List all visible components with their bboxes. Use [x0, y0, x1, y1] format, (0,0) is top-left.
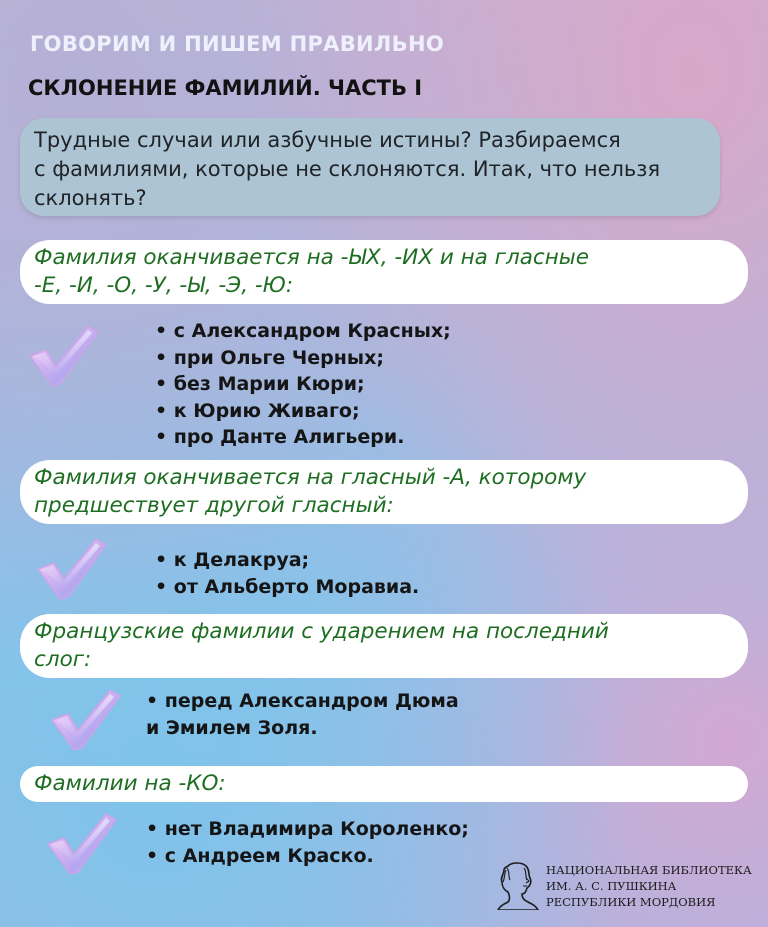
- rule-line: Фамилия оканчивается на -ЫХ, -ИХ и на гласные: [34, 245, 589, 270]
- list-item: • нет Владимира Короленко;: [146, 816, 469, 843]
- rule-line: Французские фамилии с ударением на последний: [34, 619, 609, 644]
- rule-line: -Е, -И, -О, -У, -Ы, -Э, -Ю:: [34, 273, 294, 298]
- logo-line: РЕСПУБЛИКИ МОРДОВИЯ: [546, 895, 716, 909]
- library-logo: [494, 860, 752, 912]
- page-title: СКЛОНЕНИЕ ФАМИЛИЙ. ЧАСТЬ I: [28, 76, 423, 100]
- rule-line: Фамилия оканчивается на гласный -А, которому: [34, 465, 587, 490]
- list-item: • с Александром Красных;: [155, 318, 451, 345]
- list-item: • при Ольге Черных;: [155, 345, 451, 372]
- series-title: ГОВОРИМ И ПИШЕМ ПРАВИЛЬНО: [30, 32, 444, 56]
- pushkin-profile-icon: [494, 860, 540, 910]
- logo-line: ИМ. А. С. ПУШКИНА: [546, 879, 677, 893]
- checkmark-icon: [30, 533, 110, 603]
- list-item: • про Данте Алигьери.: [155, 424, 451, 451]
- list-item: • к Юрию Живаго;: [155, 398, 451, 425]
- intro-line: Трудные случаи или азбучные истины? Разбираемся: [34, 128, 621, 152]
- examples-list: [146, 688, 459, 741]
- rule-box: [20, 766, 748, 802]
- examples-list: [146, 816, 469, 869]
- examples-list: [155, 318, 451, 451]
- rule-line: предшествует другой гласный:: [34, 493, 394, 518]
- list-item: • от Альберто Моравиа.: [155, 574, 419, 601]
- checkmark-icon: [40, 808, 120, 878]
- checkmark-icon: [44, 684, 124, 754]
- rule-box: [20, 460, 748, 524]
- rule-line: Фамилии на -КО:: [34, 771, 226, 796]
- list-item: • без Марии Кюри;: [155, 371, 451, 398]
- list-item: • к Делакруа;: [155, 547, 419, 574]
- rule-line: слог:: [34, 647, 92, 672]
- intro-line: склонять?: [34, 186, 147, 210]
- intro-box: [20, 118, 720, 216]
- rule-box: [20, 240, 748, 304]
- logo-line: НАЦИОНАЛЬНАЯ БИБЛИОТЕКА: [546, 863, 752, 877]
- rule-box: [20, 614, 748, 678]
- intro-line: с фамилиями, которые не склоняются. Итак, что нельзя: [34, 157, 661, 181]
- examples-list: [155, 547, 419, 600]
- list-item: и Эмилем Золя.: [146, 716, 318, 739]
- checkmark-icon: [22, 320, 102, 390]
- list-item: • с Андреем Краско.: [146, 843, 469, 870]
- list-item: • перед Александром Дюма: [146, 688, 459, 715]
